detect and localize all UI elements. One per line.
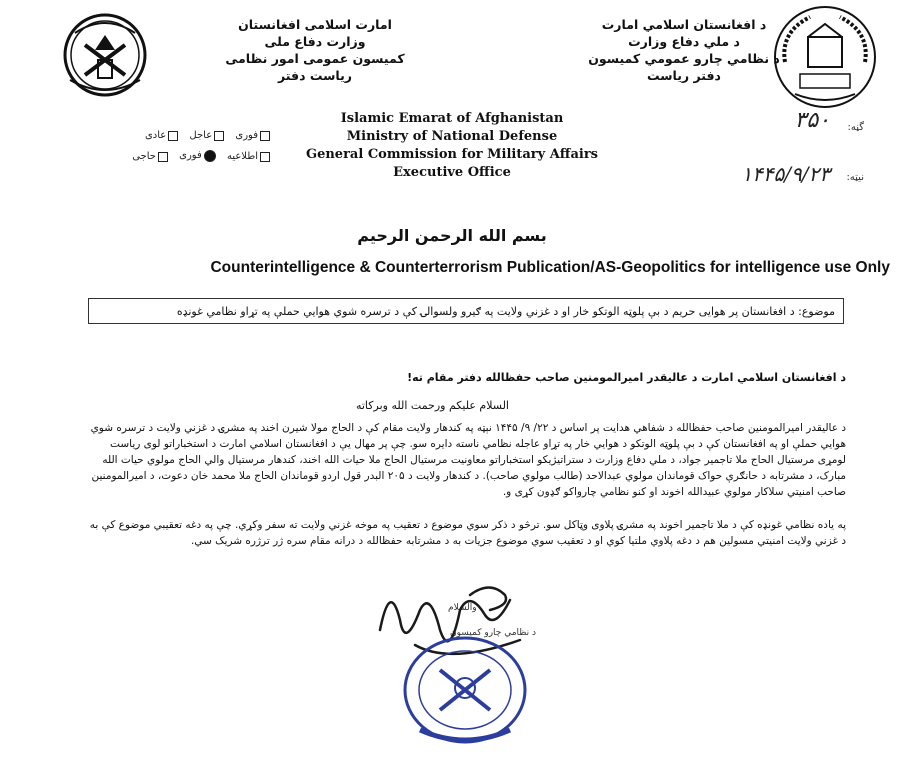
checkbox-box[interactable]: [158, 152, 168, 162]
header-english-line: Executive Office: [393, 165, 511, 180]
header-english-line: General Commission for Military Affairs: [305, 147, 598, 162]
checkbox-label: عادی: [144, 130, 167, 141]
checkbox-label: حاجی: [132, 151, 156, 162]
header-dari: [190, 16, 440, 84]
header-pashto-line: د افغانستان اسلامي امارت: [601, 17, 767, 32]
number-label: گڼه:: [847, 122, 864, 133]
checkbox-row: [90, 150, 270, 165]
date-label: نیټه:: [846, 172, 864, 183]
checkbox-item[interactable]: [132, 151, 168, 162]
checkbox-row: [90, 130, 270, 144]
subject-box: موضوع: د افغانستان پر هوایی حریم د بې پلوټه الوتکو خار او د غزني ولایت په ګیرو ولسوالۍ کې د ترسره شوي هوایي حملې په تړاو نظامي غونډه: [88, 298, 844, 324]
signature-and-stamp: [360, 570, 560, 750]
ministry-emblem-logo: [40, 5, 170, 105]
priority-checkboxes: [90, 130, 270, 165]
checkbox-box[interactable]: [260, 152, 270, 162]
number-row: [674, 108, 864, 140]
header-dari-line: کمیسون عمومی امور نظامی: [225, 51, 405, 66]
signature-closing: والسلام: [448, 603, 477, 613]
checkbox-item[interactable]: [235, 130, 270, 141]
number-value: ۳۵۰: [794, 108, 830, 133]
header-pashto: [564, 16, 804, 84]
header-english-line: Ministry of National Defense: [346, 129, 558, 144]
header-pashto-line: دفتر ریاست: [647, 68, 721, 83]
body-paragraph: په یاده نظامي غونډه کې د ملا تاجمیر اخوند په مشرۍ پلاوی وټاکل سو. ترڅو د ذکر سوي موضوع د تعقیب په موخه غزني ولایت ته سفر وکړي. چې په دغه تعقیبي موضوع کې به د غزني ولایت امنیتي مسولین هم د دغه پلاوي ملتیا کوي او د تعقیب سوي موضوع جزیات به د مشرتابه حفظالله د درانه مقام سره ژر ترژره شریک سي.: [89, 519, 846, 547]
bismillah: بسم الله الرحمن الرحیم: [357, 226, 547, 245]
body-paragraph: د عالیقدر امیرالمومنین صاحب حفظالله د شفاهي هدایت پر اساس د ۲۲/ ۹/ ۱۴۴۵ نېټه په کندهار ولایت مقام کې د الحاج مولا شیرن اخند په مشرۍ د غزني ولایت د ترسره شوي هوايي حملې او په افغانستان کې د بې پلوټه الوتکو د هوایي خار په تړاو عاجله نظامي ناسته دایره سو. چې پر مهال یې د افغانستان اسلامي امارت د استخباراتو لوی ریاست لومړی مرستیال الحاج ملا تاجمیر جواد، د ملي دفاع وزارت د ستراتیژیکو استخباراتو معاونیت مرستیال الحاج ملا حیات الله اخند، کندهار مرستیال والي الحاج مولوي حیات الله مبارک، د مشرتابه د حانګرې حواک قوماندان مولوي عبدالاحد (طالب مولوي صاحب). د کندهار ولایت د ۲۰۵ البدر قول اردو قوماندان الحاج ملا محمد خان دعوت، د امیرالمومنین صاحب امنیتي سلاکار مولوي عبیدالله اخوند او کنو نظامي چارواکو ګډون کړی و.: [90, 422, 846, 498]
handwritten-signature: [380, 588, 520, 654]
checkbox-box-marked[interactable]: [204, 150, 216, 162]
publication-banner: Counterintelligence & Counterterrorism Publication/AS-Geopolitics for intelligence use Only: [210, 259, 890, 276]
header-pashto-line: د ملي دفاع وزارت: [628, 34, 740, 49]
header-dari-line: امارت اسلامی افغانستان: [238, 17, 392, 32]
checkbox-label: فوری: [179, 150, 202, 161]
checkbox-item[interactable]: [189, 130, 224, 141]
header-dari-line: ریاست دفتر: [278, 68, 352, 83]
checkbox-item[interactable]: [179, 150, 216, 162]
date-value: ۱۴۴۵/۹/۲۳: [741, 162, 830, 186]
checkbox-box[interactable]: [168, 131, 178, 141]
checkbox-item[interactable]: [227, 151, 270, 162]
checkbox-label: عاجل: [189, 130, 213, 141]
header-pashto-line: د نظامي چارو عمومي کمیسون: [588, 51, 780, 66]
checkbox-item[interactable]: [145, 130, 178, 141]
checkbox-label: اطلاعیه: [226, 151, 258, 162]
checkbox-box[interactable]: [214, 131, 224, 141]
header-dari-line: وزارت دفاع ملی: [264, 34, 366, 49]
date-row: [674, 140, 864, 186]
checkbox-box[interactable]: [260, 131, 270, 141]
greeting: السلام علیکم ورحمت الله وبرکاته: [355, 399, 509, 412]
checkbox-label: فوری: [235, 130, 258, 141]
header-english-line: Islamic Emarat of Afghanistan: [340, 111, 564, 126]
signature-name: د نظامي چارو کمیسون: [450, 628, 537, 638]
address-line: د افغانستان اسلامي امارت د عالیقدر امیرالمومنین صاحب حفظالله دفتر مقام ته!: [407, 371, 846, 384]
document-meta: [674, 108, 864, 186]
